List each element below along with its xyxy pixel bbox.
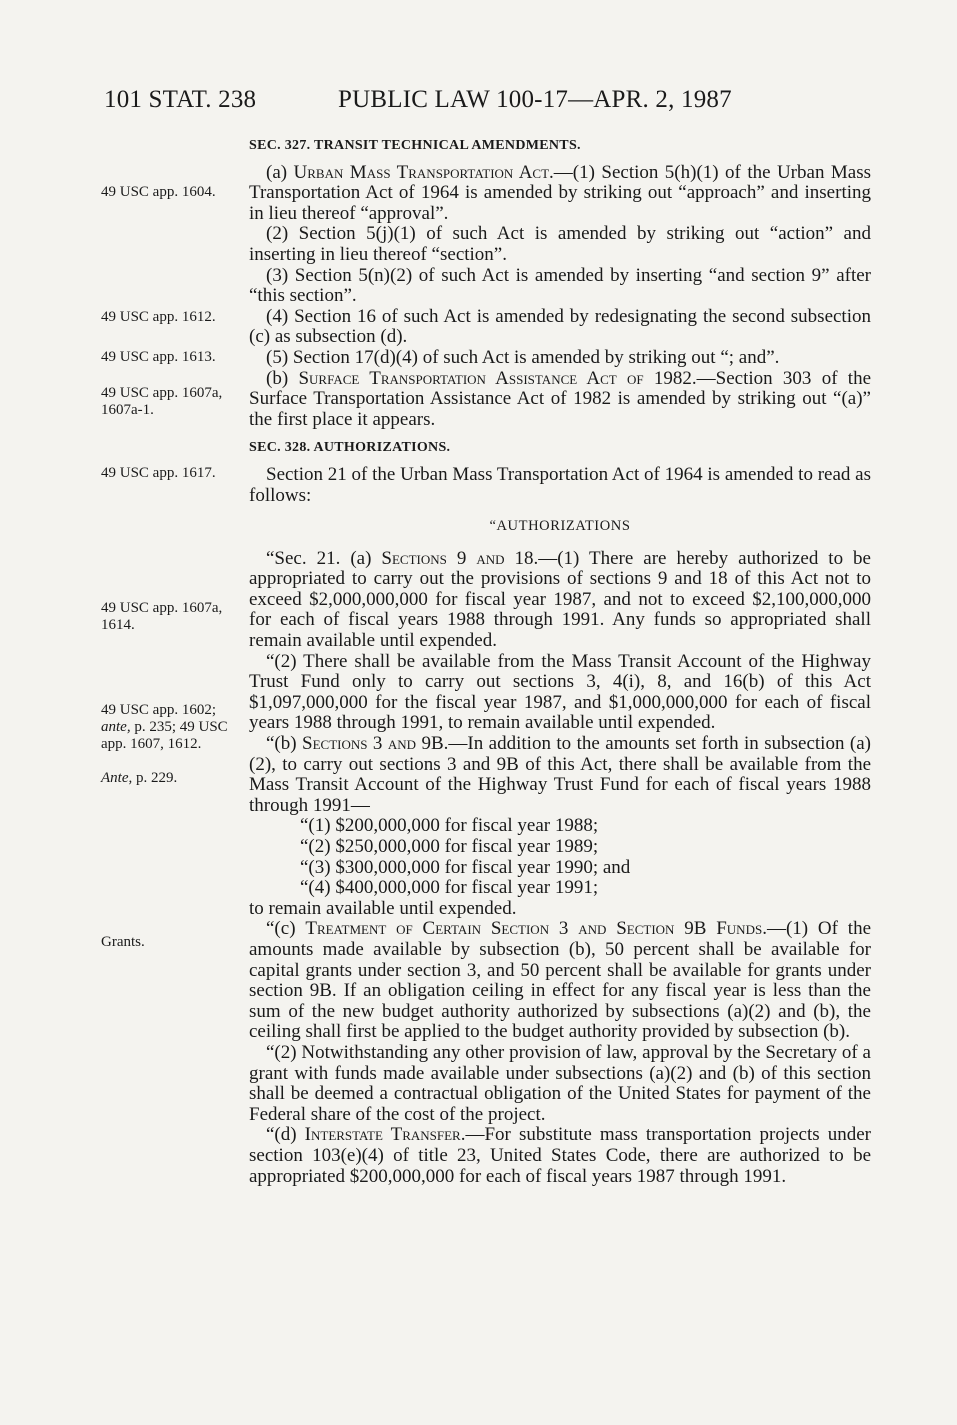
list-item: “(3) $300,000,000 for fiscal year 1990; and bbox=[300, 856, 631, 878]
margin-note-grants: Grants. bbox=[101, 934, 145, 950]
caption-urban-mass: Urban Mass Transportation Act. bbox=[293, 161, 554, 183]
margin-note-1602 bbox=[101, 702, 241, 753]
section-21-c bbox=[249, 919, 871, 1043]
running-header: PUBLIC LAW 100-17—APR. 2, 1987 bbox=[338, 86, 732, 113]
caption-surface-transportation: Surface Transportation Assistance Act of 1982. bbox=[298, 367, 697, 389]
section-21-b-tail: to remain available until expended. bbox=[249, 897, 517, 919]
margin-note-ante-word: Ante, bbox=[101, 770, 133, 786]
section-327-a3: (3) Section 5(n)(2) of such Act is amended by inserting “and section 9” after “this section”. bbox=[249, 264, 871, 307]
label-sec21-b: “(b) bbox=[266, 733, 303, 755]
text-21-a: —(1) There are hereby authorized to be appropriated to carry out the provisions of sections 9 and 18 of this Act not to exceed $2,000,000,000 for fiscal year 1987, and not to exceed $2,100,000,000 for each of fiscal years 1988 through 1991. Any funds so appropriated shall remain available until expended. bbox=[249, 547, 871, 652]
text-327-a: —(1) Section 5(h)(1) of the Urban Mass Transportation Act of 1964 is amended by striking out “approach” and inserting in lieu thereof “approval”. bbox=[249, 161, 871, 224]
authorizations-heading: “AUTHORIZATIONS bbox=[489, 518, 631, 535]
section-21-a2: “(2) There shall be available from the Mass Transit Account of the Highway Trust Fund only to carry out sections 3, 4(i), 8, and 16(b) of this Act $1,097,000,000 for the fiscal year 1987, and $1,000,000,000 for each of fiscal years 1988 through 1991, to remain available until expended. bbox=[249, 650, 871, 734]
caption-interstate-transfer: Interstate Transfer. bbox=[304, 1124, 466, 1146]
section-327-b bbox=[249, 369, 871, 431]
margin-note-1604: 49 USC app. 1604. bbox=[101, 184, 216, 200]
section-327-heading: SEC. 327. TRANSIT TECHNICAL AMENDMENTS. bbox=[249, 138, 581, 153]
label-b: (b) bbox=[266, 367, 299, 389]
list-item: “(1) $200,000,000 for fiscal year 1988; bbox=[300, 815, 599, 837]
label-sec21-a: “Sec. 21. (a) bbox=[266, 547, 382, 569]
text-21-b: —In addition to the amounts set forth in subsection (a)(2), to carry out sections 3 and 9B of this Act, there shall be available from the Mass Transit Account of the Highway Trust Fund for each of fiscal years 1988 through 1991— bbox=[249, 733, 871, 816]
label-a: (a) bbox=[266, 161, 294, 183]
section-327-a5: (5) Section 17(d)(4) of such Act is amended by striking out “; and”. bbox=[266, 346, 780, 368]
text-21-c: —(1) Of the amounts made available by subsection (b), 50 percent shall be available for capital grants under section 3, and 50 percent shall be available for grants under section 9B. If an obligation ceiling in effect for any fiscal year is less than the sum of the new budget authority authorized by subsections (a)(2) and (b), the ceiling shall first be applied to the budget authority provided by subsection (b). bbox=[249, 918, 872, 1043]
section-327-a bbox=[249, 163, 871, 225]
text-327-b: —Section 303 of the Surface Transportation Assistance Act of 1982 is amended by striking out “(a)” the first place it appears. bbox=[249, 367, 872, 430]
section-21-b bbox=[249, 734, 871, 816]
caption-treatment: Treatment of Certain Section 3 and Section 9B Funds. bbox=[305, 918, 767, 940]
section-21-a bbox=[249, 549, 871, 652]
margin-note-1602-cite: 49 USC app. 1602; bbox=[101, 702, 217, 718]
list-item: “(2) $250,000,000 for fiscal year 1989; bbox=[300, 836, 599, 857]
main-text-column bbox=[249, 136, 871, 1187]
margin-note-1613: 49 USC app. 1613. bbox=[101, 349, 216, 365]
label-sec21-c: “(c) bbox=[266, 918, 306, 940]
margin-note-ante: ante, bbox=[101, 719, 131, 735]
section-328-heading: SEC. 328. AUTHORIZATIONS. bbox=[249, 440, 451, 456]
margin-note-ante-229 bbox=[101, 770, 241, 787]
caption-sections-3-9b: Sections 3 and 9B. bbox=[302, 733, 449, 755]
margin-note-1607a-1614: 49 USC app. 1607a, 1614. bbox=[101, 600, 223, 633]
section-327-a4: (4) Section 16 of such Act is amended by redesignating the second subsection (c) as subsection (d). bbox=[249, 305, 871, 348]
caption-sections-9-18: Sections 9 and 18. bbox=[381, 547, 539, 569]
section-21-d bbox=[249, 1125, 871, 1187]
margin-note-1607a: 49 USC app. 1607a, 1607a-1. bbox=[101, 385, 223, 418]
margin-note-1602-rest: p. 235; 49 USC app. 1607, 1612. bbox=[101, 719, 228, 752]
stat-page-number: 101 STAT. 238 bbox=[104, 86, 257, 113]
list-item: “(4) $400,000,000 for fiscal year 1991; bbox=[300, 877, 599, 899]
text-21-d: —For substitute mass transportation projects under section 103(e)(4) of title 23, United States Code, there are authorized to be appropriated $200,000,000 for each of fiscal years 1987 through 1991. bbox=[249, 1124, 871, 1187]
section-327-a2: (2) Section 5(j)(1) of such Act is amended by striking out “action” and inserting in lieu thereof “section”. bbox=[249, 223, 871, 265]
margin-note-1612: 49 USC app. 1612. bbox=[101, 309, 216, 325]
section-21-c2: “(2) Notwithstanding any other provision of law, approval by the Secretary of a grant with funds made available under subsections (a)(2) and (b) of this section shall be deemed a contractual obligation of the United States for payment of the Federal share of the cost of the project. bbox=[249, 1041, 871, 1125]
section-328-intro: Section 21 of the Urban Mass Transportation Act of 1964 is amended to read as follows: bbox=[249, 463, 871, 506]
margin-note-1617: 49 USC app. 1617. bbox=[101, 465, 216, 481]
margin-note-page: p. 229. bbox=[136, 770, 178, 786]
label-sec21-d: “(d) bbox=[266, 1124, 305, 1146]
